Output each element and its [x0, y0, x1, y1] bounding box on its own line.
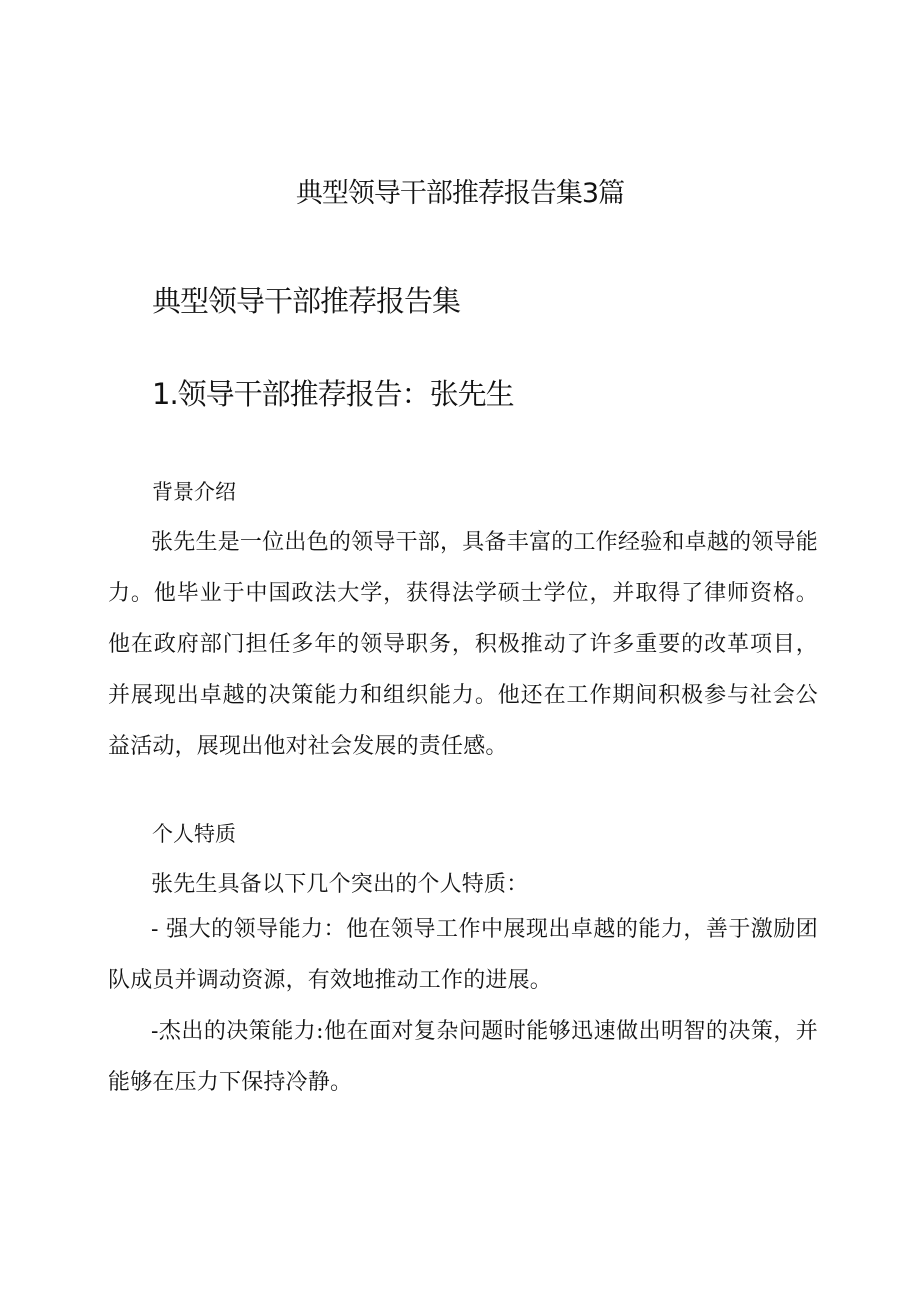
collection-heading: 典型领导干部推荐报告集: [152, 284, 461, 318]
background-heading: 背景介绍: [152, 480, 236, 504]
document-title: 典型领导干部推荐报告集3篇: [295, 178, 625, 209]
traits-intro: 张先生具备以下几个突出的个人特质：: [151, 872, 529, 897]
report-heading: 1.领导干部推荐报告：张先生: [152, 377, 514, 411]
traits-heading: 个人特质: [152, 822, 236, 846]
background-paragraph: 张先生是一位出色的领导干部，具备丰富的工作经验和卓越的领导能力。他毕业于中国政法大学，获得法学硕士学位，并取得了律师资格。他在政府部门担任多年的领导职务，积极推动了许多重要的改革项目，并展现出卓越的决策能力和组织能力。他还在工作期间积极参与社会公益活动，展现出他对社会发展的责任感。: [108, 530, 818, 759]
trait-item-leadership: - 强大的领导能力：他在领导工作中展现出卓越的能力，善于激励团队成员并调动资源，有效地推动工作的进展。: [108, 917, 818, 993]
trait-item-decision: -杰出的决策能力:他在面对复杂问题时能够迅速做出明智的决策，并能够在压力下保持冷静。: [108, 1019, 818, 1095]
